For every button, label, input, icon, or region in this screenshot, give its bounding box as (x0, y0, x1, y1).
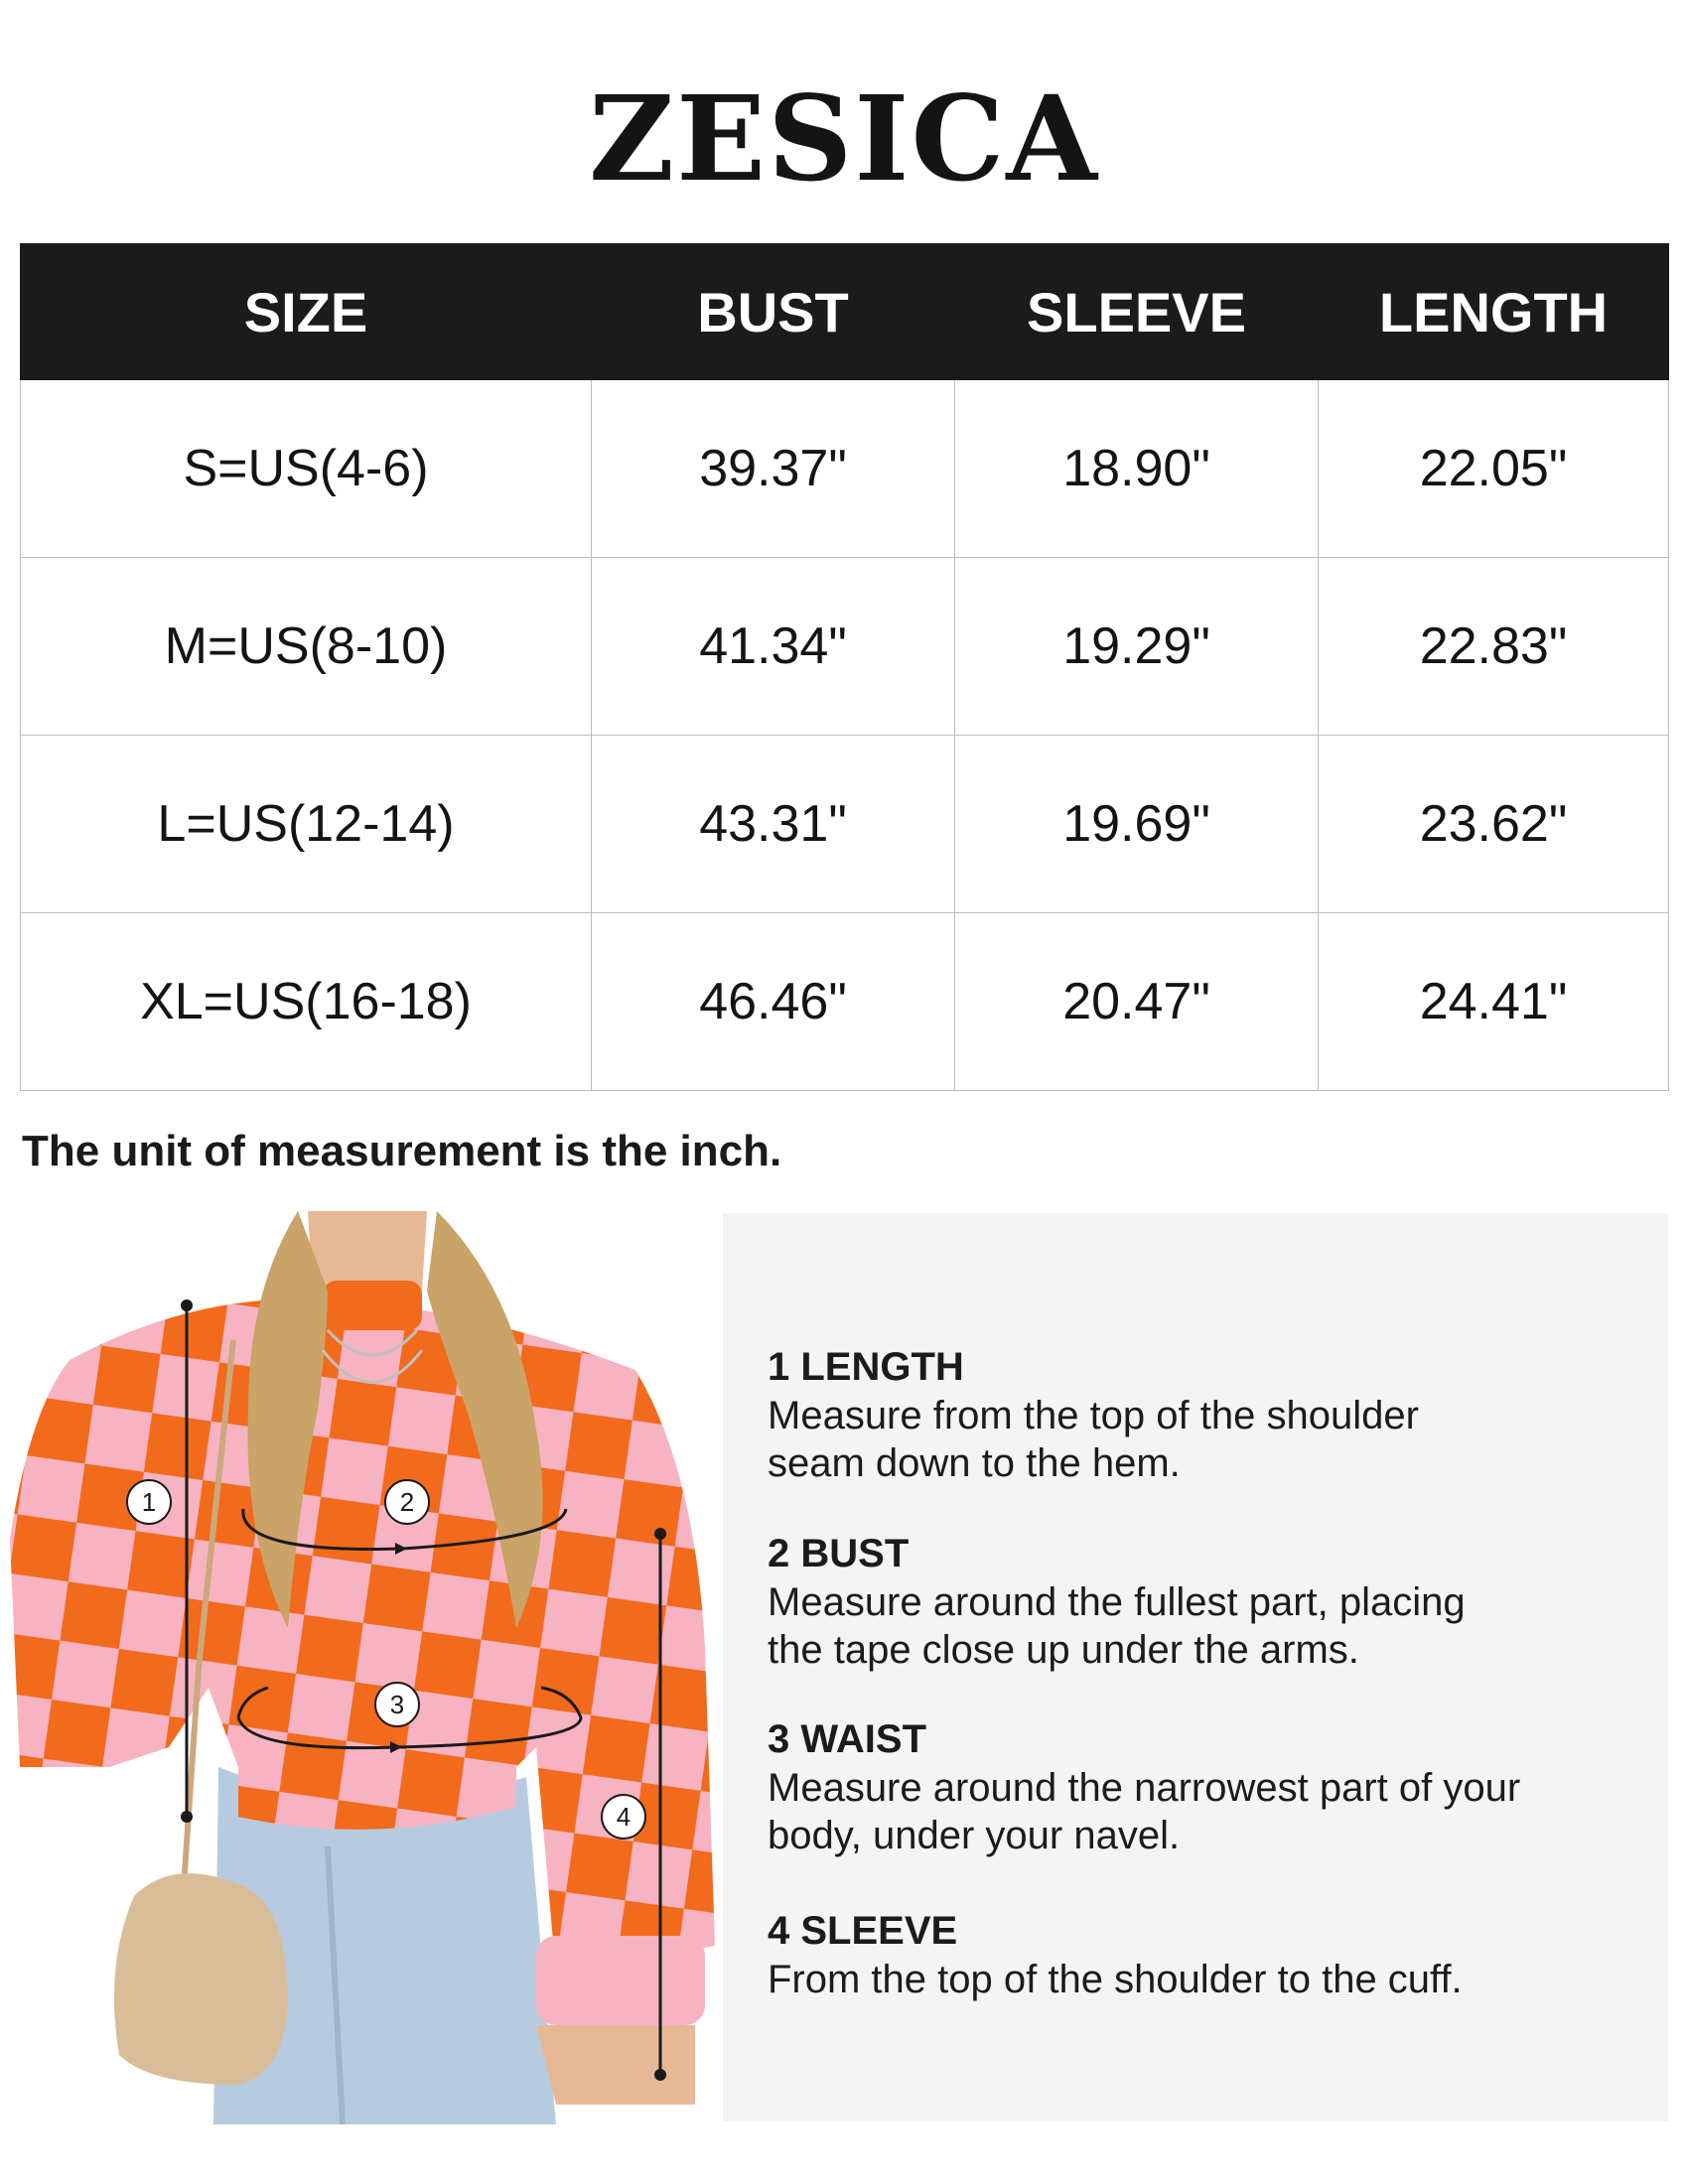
marker-1 (127, 1480, 171, 1524)
marker-4 (602, 1795, 645, 1839)
guide-title: 2 BUST (768, 1532, 910, 1575)
guide-title: 3 WAIST (768, 1717, 927, 1761)
table-row (21, 558, 1669, 736)
sleeve-cell: 19.29" (955, 558, 1319, 736)
measurement-guide-panel (723, 1213, 1668, 2121)
bust-cell: 46.46" (592, 913, 955, 1091)
guide-title: 1 LENGTH (768, 1345, 964, 1389)
length-cell: 22.05" (1319, 380, 1669, 558)
table-row (21, 380, 1669, 558)
guide-title: 4 SLEEVE (768, 1909, 958, 1953)
guide-text: Measure around the narrowest part of your body, under your navel. (768, 1766, 1521, 1857)
column-header-size: SIZE (21, 244, 592, 380)
svg-text:2: 2 (399, 1487, 415, 1517)
bust-cell: 43.31" (592, 736, 955, 913)
length-cell: 23.62" (1319, 736, 1669, 913)
marker-2 (385, 1480, 429, 1524)
size-cell: S=US(4-6) (21, 380, 592, 558)
unit-note: The unit of measurement is the inch. (22, 1127, 782, 1175)
column-header-sleeve: SLEEVE (955, 244, 1319, 380)
column-header-length: LENGTH (1319, 244, 1669, 380)
length-cell: 24.41" (1319, 913, 1669, 1091)
table-row (21, 736, 1669, 913)
length-cell: 22.83" (1319, 558, 1669, 736)
guide-item-sleeve (768, 1906, 1641, 2003)
svg-text:1: 1 (141, 1487, 157, 1517)
sleeve-cell: 18.90" (955, 380, 1319, 558)
bust-cell: 39.37" (592, 380, 955, 558)
size-cell: XL=US(16-18) (21, 913, 592, 1091)
size-table (20, 243, 1669, 1091)
svg-text:3: 3 (389, 1690, 405, 1719)
sleeve-cell: 19.69" (955, 736, 1319, 913)
brand-logo: ZESICA (589, 69, 1099, 207)
svg-text:4: 4 (616, 1802, 632, 1832)
guide-text: Measure around the fullest part, placing the tape close up under the arms. (768, 1580, 1466, 1672)
guide-text: From the top of the shoulder to the cuff. (768, 1958, 1463, 2001)
guide-item-length (768, 1342, 1641, 1487)
table-row (21, 913, 1669, 1091)
guide-item-waist (768, 1714, 1641, 1859)
model-illustration (0, 1211, 715, 2124)
guide-text: Measure from the top of the shoulder seam down to the hem. (768, 1394, 1419, 1485)
handbag (114, 1873, 288, 2085)
size-cell: M=US(8-10) (21, 558, 592, 736)
sleeve-cell: 20.47" (955, 913, 1319, 1091)
model-photo (0, 1211, 715, 2124)
column-header-bust: BUST (592, 244, 955, 380)
size-cell: L=US(12-14) (21, 736, 592, 913)
table-header-row (21, 244, 1669, 380)
guide-item-bust (768, 1529, 1641, 1674)
bust-cell: 41.34" (592, 558, 955, 736)
marker-3 (375, 1683, 419, 1726)
